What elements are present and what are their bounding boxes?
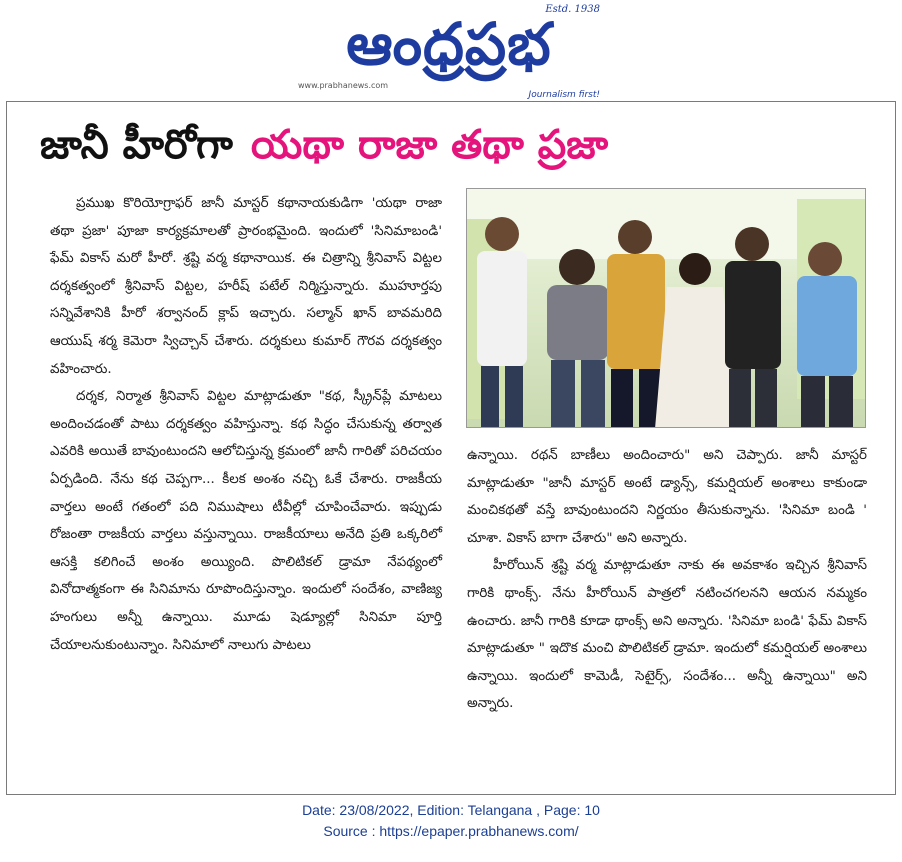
article-left-column <box>50 190 442 659</box>
article-paragraph-3: ఉన్నాయి. రథన్ బాణీలు అందించారు" అని చెప్పారు. జానీ మాస్టర్ మాట్లాడుతూ "జానీ మాస్టర్ అంటే డ్యాన్స్, కమర్షియల్ అంశాలు కాకుండా మంచికథతో వస్తే బావుంటుందని నిర్ణయం తీసుకున్నాను. 'సినిమా బండి ' చూశా. వికాస్ బాగా చేశారు" అని అన్నారు. <box>467 448 867 546</box>
article-right-column <box>467 442 867 718</box>
article-paragraph-4: హీరోయిన్ శ్రష్టి వర్మ మాట్లాడుతూ నాకు ఈ అవకాశం ఇచ్చిన శ్రీనివాస్ గారికి థాంక్స్. నేను హీరోయిన్ పాత్రలో నటించగలనని ఆయన నమ్మకం ఉంచారు. జానీ గారికి కూడా థాంక్స్ అని అన్నారు. 'సినిమా బండి' ఫేమ్ వికాస్ మాట్లాడుతూ " ఇదొక మంచి పొలిటికల్ డ్రామా. ఇందులో కమర్షియల్ అంశాలు ఉన్నాయి. ఇందులో కామెడీ, సెటైర్స్, సందేశం... అన్నీ ఉన్నాయి" అని అన్నారు. <box>467 558 867 712</box>
site-url: www.prabhanews.com <box>298 81 389 90</box>
group-photo-image <box>467 189 866 428</box>
headline <box>40 118 608 182</box>
tagline: Journalism first! <box>528 90 600 100</box>
edition-info: Date: 23/08/2022, Edition: Telangana , Page: 10 <box>302 802 600 818</box>
masthead <box>298 4 600 102</box>
source-link[interactable]: Source : https://epaper.prabhanews.com/ <box>323 823 579 839</box>
article-paragraph-1: ప్రముఖ కొరియోగ్రాఫర్ జానీ మాస్టర్ కథానాయకుడిగా 'యథా రాజా తథా ప్రజా' పూజా కార్యక్రమాలతో ప్రారంభమైంది. ఇందులో 'సినిమాబండి' ఫేమ్ వికాస్ మరో హీరో. శ్రష్టి వర్మ కథానాయిక. ఈ చిత్రాన్ని శ్రీనివాస్ విట్టల దర్శకత్వంలో శ్రీనివాస్ విట్టల, హరీష్ పటేల్ నిర్మిస్తున్నారు. ముహూర్తపు సన్నివేశానికి హీరో శర్వానంద్ క్లాప్ ఇచ్చారు. సల్మాన్ ఖాన్ బావమరిది ఆయుష్ శర్మ కెమెరా స్విచ్చాన్ చేశారు. దర్శకులు కుమార్ గౌరవ దర్శకత్వం వహించారు. <box>50 196 442 377</box>
event-photo <box>466 188 866 428</box>
headline-part-1: జానీ హీరోగా <box>40 122 233 168</box>
article-paragraph-2: దర్శక, నిర్మాత శ్రీనివాస్ విట్టల మాట్లాడుతూ "కథ, స్క్రీన్‌ప్లే మాటలు అందించడంతో పాటు దర్శకత్వం వహిస్తున్నా. కథ సిద్ధం చేసుకున్న తర్వాత ఎవరికి అయితే బావుంటుందని ఆలోచిస్తున్న క్రమంలో జానీ గారితో పరిచయం ఏర్పడింది. నేను కథ చెప్పగా... కీలక అంశం నచ్చి ఓకే చేశారు. రాజకీయ వార్తలు అంటే గతంలో పది నిముషాలు టీవీల్లో చూపించేవారు. ఇప్పుడు రోజంతా రాజకీయ వార్తలు వస్తున్నాయి. రాజకీయాలు అనేది ప్రతి ఒక్కరిలో ఆసక్తి కలిగించే అంశం అయ్యింది. పొలిటికల్ డ్రామా నేపథ్యంలో వినోదాత్మకంగా ఈ సినిమాను రూపొందిస్తున్నాం. ఇందులో సందేశం, వాణిజ్య హంగులు అన్నీ ఉన్నాయి. మూడు షెడ్యూల్లో సినిమా పూర్తి చేయాలనుకుంటున్నాం. సినిమాలో నాలుగు పాటలు <box>50 389 442 653</box>
established-year: Estd. 1938 <box>545 4 600 15</box>
headline-part-2: యథా రాజా తథా ప్రజా <box>250 122 609 168</box>
newspaper-logo: ఆంధ్రప్రభ <box>346 10 552 78</box>
